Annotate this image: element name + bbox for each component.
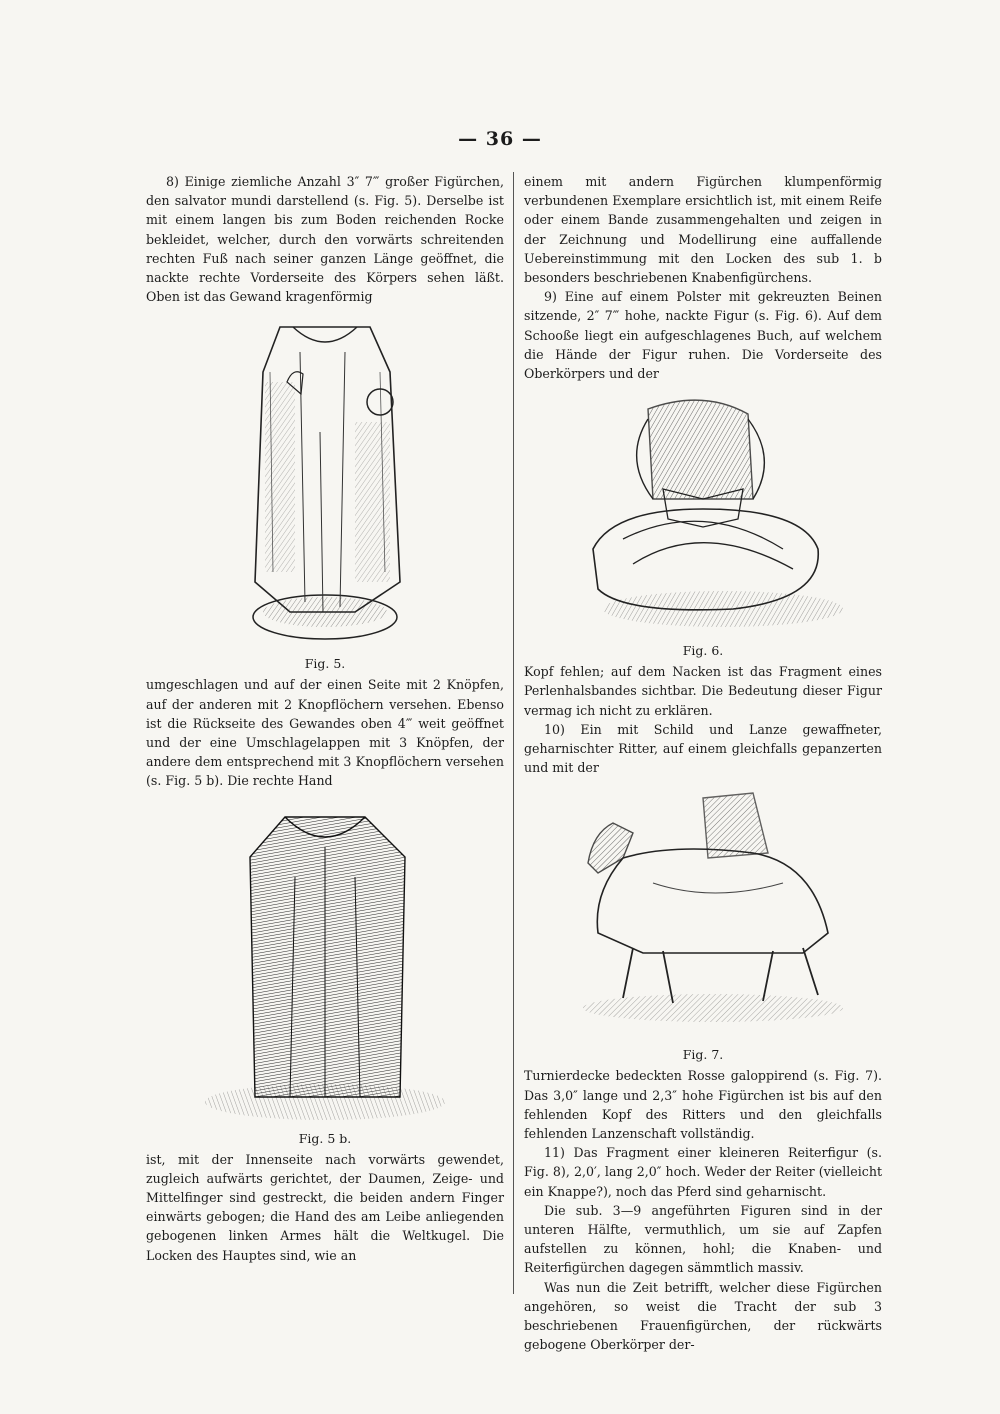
figure-5b xyxy=(146,797,504,1146)
figure-5b-illustration xyxy=(175,797,475,1127)
figure-5b-caption: Fig. 5 b. xyxy=(298,1130,352,1146)
paragraph: 9) Eine auf einem Polster mit gekreuzten Beinen sitzende, 2″ 7‴ hohe, nackte Figur (s. Fig. 6). Auf dem Schooße liegt ein aufgeschlagenes Buch, auf welchem die Hände der Figur ruhen. Die Vorderseite des Oberkörpers und der xyxy=(524,289,882,382)
right-column xyxy=(524,172,882,1353)
figure-5-caption: Fig. 5. xyxy=(304,656,346,672)
figure-7-caption: Fig. 7. xyxy=(682,1047,724,1063)
figure-5-illustration xyxy=(175,312,475,652)
paragraph: 8) Einige ziemliche Anzahl 3″ 7‴ großer Figürchen, den salvator mundi darstellend (s. Fig. 5). Derselbe ist mit einem langen bis zum Boden reichenden Rocke bekleidet, welcher, durch den vorwärts schreitenden rechten Fuß nach seiner ganzen Länge geöffnet, die nackte rechte Vorderseite des Körpers sehen läßt. Oben ist das Gewand kragenförmig xyxy=(146,174,504,305)
paragraph: Kopf fehlen; auf dem Nacken ist das Fragment eines Perlenhalsbandes sichtbar. Die Bedeutung dieser Figur vermag ich nicht zu erklären. xyxy=(524,664,882,718)
paragraph: 10) Ein mit Schild und Lanze gewaffneter, geharnischter Ritter, auf einem gleichfalls gepanzerten und mit der xyxy=(524,721,882,776)
paragraph: ist, mit der Innenseite nach vorwärts gewendet, zugleich aufwärts gerichtet, der Daumen, Zeige- und Mittelfinger sind gestreckt, die beiden andern Finger einwärts gebogen; die Hand des am Leibe anliegenden gebogenen linken Armes hält die Weltkugel. Die Locken des Hauptes sind, wie an xyxy=(146,1151,504,1263)
paragraph: Turnierdecke bedeckten Rosse galoppirend (s. Fig. 7). Das 3,0″ lange und 2,3″ hohe Figürchen ist bis auf den fehlenden Kopf des Ritters und den gleichfalls fehlenden Lanzenschaft vollständig. xyxy=(524,1068,882,1142)
figure-6-illustration xyxy=(553,389,853,639)
paragraph: 11) Das Fragment einer kleineren Reiterfigur (s. Fig. 8), 2,0′, lang 2,0″ hoch. Weder der Reiter (vielleicht ein Knappe?), noch das Pferd sind geharnischt. xyxy=(524,1145,882,1199)
figure-7 xyxy=(524,783,882,1062)
paragraph: einem mit andern Figürchen klumpenförmig verbundenen Exemplare ersichtlich ist, mit einem Reife oder einem Bande zusammengehalten und zeigen in der Zeichnung und Modellirung eine auffallende Uebereinstimmung mit den Locken des sub 1. b besonders beschriebenen Knabenfigürchens. xyxy=(524,174,882,286)
page-number: — 36 — xyxy=(458,128,542,150)
figure-7-illustration xyxy=(553,783,853,1043)
figure-6-caption: Fig. 6. xyxy=(682,643,724,659)
figure-5 xyxy=(146,312,504,671)
figure-6 xyxy=(524,389,882,658)
paragraph: Die sub. 3—9 angeführten Figuren sind in der unteren Hälfte, vermuthlich, um sie auf Zapfen aufstellen zu können, hohl; die Knaben- und Reiterfigürchen dagegen sämmtlich massiv. xyxy=(524,1202,882,1276)
paragraph: Was nun die Zeit betrifft, welcher diese Figürchen angehören, so weist die Tracht der sub 3 beschriebenen Frauenfigürchen, der rückwärts gebogene Oberkörper der- xyxy=(524,1279,882,1353)
left-column xyxy=(146,172,504,1344)
column-divider xyxy=(513,172,514,1294)
paragraph: umgeschlagen und auf der einen Seite mit 2 Knöpfen, auf der anderen mit 2 Knopflöchern versehen. Ebenso ist die Rückseite des Gewandes oben 4‴ weit geöffnet und der eine Umschlagelappen mit 3 Knöpfen, der andere dem entsprechend mit 3 Knopflöchern versehen (s. Fig. 5 b). Die rechte Hand xyxy=(146,677,504,789)
